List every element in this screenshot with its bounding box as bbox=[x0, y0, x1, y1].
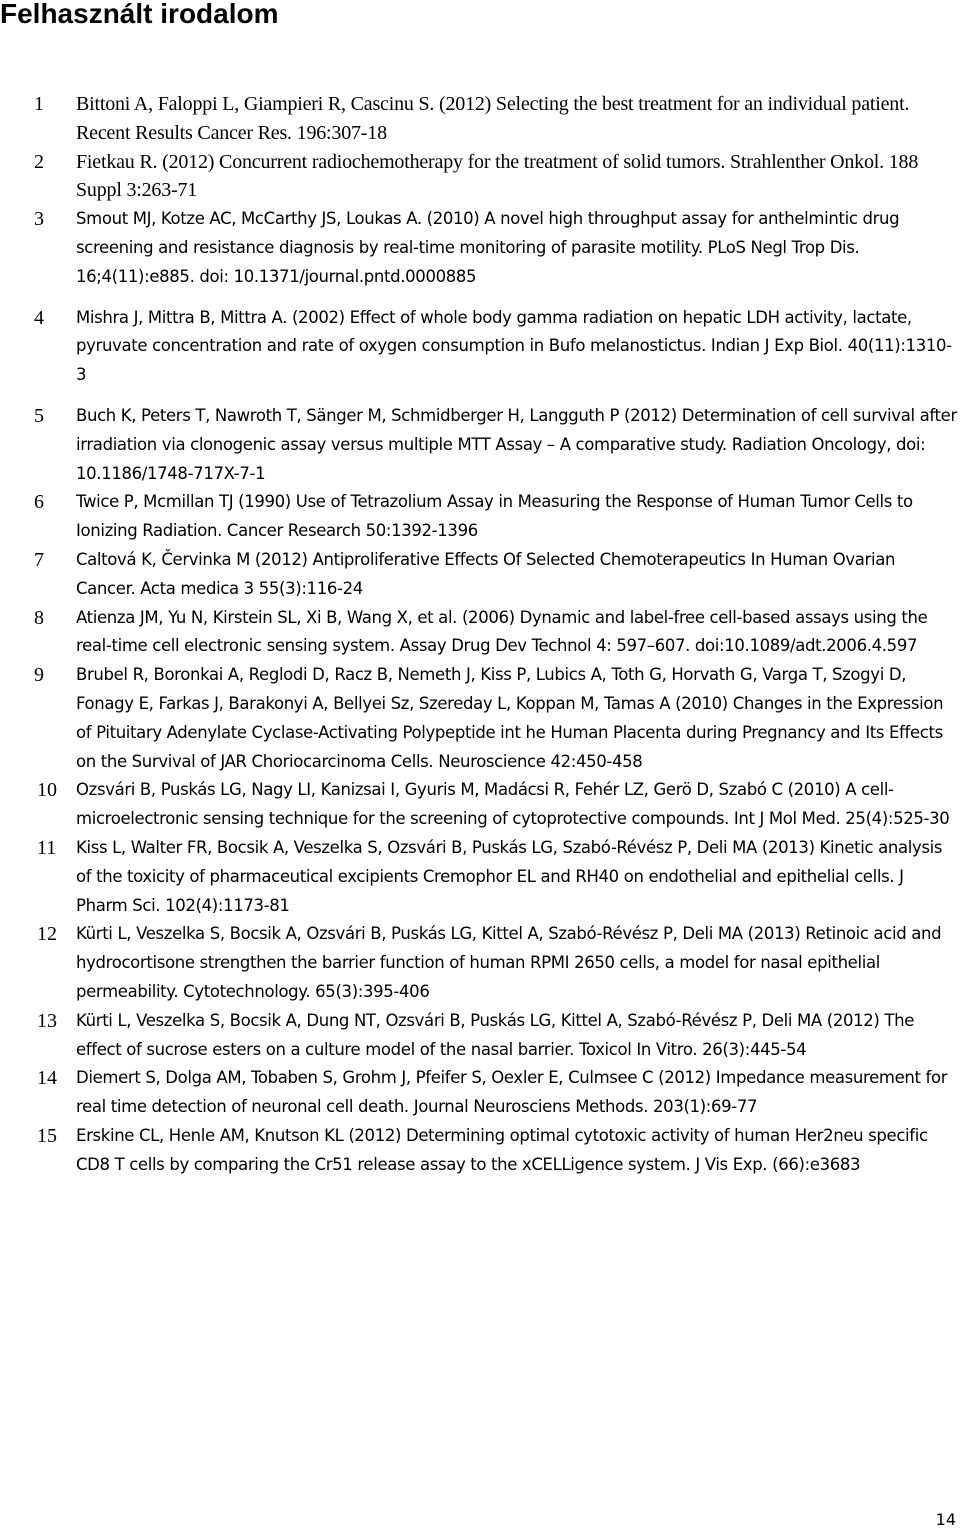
reference-number: 5 bbox=[34, 404, 44, 427]
reference-number: 3 bbox=[34, 208, 44, 231]
reference-text: Diemert S, Dolga AM, Tobaben S, Grohm J, Pfeifer S, Oexler E, Culmsee C (2012) Impedance measurement for real time detection of neuronal cell death. Journal Neurosciens Methods. 203(1):69-77 bbox=[76, 1068, 948, 1117]
reference-text: Brubel R, Boronkai A, Reglodi D, Racz B, Nemeth J, Kiss P, Lubics A, Toth G, Horvath G, Varga T, Szogyi D, Fonagy E, Farkas J, Barakonyi A, Bellyei Sz, Szereday L, Koppan M, Tamas A (2010) Changes in the Expression of Pituitary Adenylate Cyclase-Activating Polypeptide int he Human Placenta during Pregnancy and Its Effects on the Survival of JAR Choriocarcinoma Cells. Neuroscience 42:450-458 bbox=[76, 665, 944, 771]
page-number: 14 bbox=[935, 1510, 956, 1529]
reference-item bbox=[0, 90, 960, 148]
reference-number: 14 bbox=[37, 1067, 57, 1090]
reference-number: 12 bbox=[37, 923, 57, 946]
reference-text: Kürti L, Veszelka S, Bocsik A, Dung NT, Ozsvári B, Puskás LG, Kittel A, Szabó-Révész P, Deli MA (2012) The effect of sucrose esters on a culture model of the nasal barrier. Toxicol In Vitro. 26(3):445-54 bbox=[76, 1010, 915, 1059]
reference-text: Buch K, Peters T, Nawroth T, Sänger M, Schmidberger H, Langguth P (2012) Determination of cell survival after irradiation via clonogenic assay versus multiple MTT Assay – A comparative study. Radiation Oncology, doi: 10.1186/1748-717X-7-1 bbox=[76, 405, 957, 483]
reference-item bbox=[0, 1064, 960, 1122]
reference-item bbox=[0, 1007, 960, 1065]
reference-item bbox=[0, 834, 960, 920]
reference-text: Kürti L, Veszelka S, Bocsik A, Ozsvári B, Puskás LG, Kittel A, Szabó-Révész P, Deli MA (2013) Retinoic acid and hydrocortisone strengthen the barrier function of human RPMI 2650 cells, a model for nasal epithelial permeability. Cytotechnology. 65(3):395-406 bbox=[76, 924, 942, 1001]
reference-item bbox=[0, 205, 960, 291]
reference-text: Mishra J, Mittra B, Mittra A. (2002) Effect of whole body gamma radiation on hepatic LDH activity, lactate, pyruvate concentration and rate of oxygen consumption in Bufo melanostictus. Indian J Exp Biol. 40(11):1310-3 bbox=[76, 307, 952, 385]
reference-number: 6 bbox=[34, 491, 44, 514]
reference-item bbox=[0, 776, 960, 834]
reference-item bbox=[0, 1122, 960, 1180]
reference-number: 11 bbox=[37, 836, 57, 859]
reference-text: Bittoni A, Faloppi L, Giampieri R, Cascinu S. (2012) Selecting the best treatment for an individual patient. Recent Results Cancer Res. 196:307-18 bbox=[76, 93, 910, 144]
reference-text: Twice P, Mcmillan TJ (1990) Use of Tetrazolium Assay in Measuring the Response of Human Tumor Cells to Ionizing Radiation. Cancer Research 50:1392-1396 bbox=[76, 492, 913, 541]
reference-number: 13 bbox=[37, 1009, 57, 1032]
reference-number: 4 bbox=[34, 306, 44, 329]
reference-text: Fietkau R. (2012) Concurrent radiochemotherapy for the treatment of solid tumors. Strahlenther Onkol. 188 Suppl 3:263-71 bbox=[76, 150, 919, 202]
reference-text: Kiss L, Walter FR, Bocsik A, Veszelka S, Ozsvári B, Puskás LG, Szabó-Révész P, Deli MA (2013) Kinetic analysis of the toxicity of pharmaceutical excipients Cremophor EL and RH40 on endothelial and epithelial cells. J Pharm Sci. 102(4):1173-81 bbox=[76, 837, 943, 915]
reference-number: 7 bbox=[34, 548, 44, 571]
reference-number: 15 bbox=[37, 1124, 57, 1147]
reference-number: 9 bbox=[34, 664, 44, 687]
reference-item bbox=[0, 920, 960, 1006]
page-title: Felhasznált irodalom bbox=[0, 0, 279, 29]
reference-number: 2 bbox=[34, 150, 44, 173]
reference-list bbox=[0, 90, 960, 1179]
reference-number: 8 bbox=[34, 606, 44, 629]
reference-text: Caltová K, Červinka M (2012) Antiproliferative Effects Of Selected Chemoterapeutics In Human Ovarian Cancer. Acta medica 3 55(3):116-24 bbox=[76, 549, 896, 598]
reference-item bbox=[0, 304, 960, 390]
reference-text: Erskine CL, Henle AM, Knutson KL (2012) Determining optimal cytotoxic activity of human Her2neu specific CD8 T cells by comparing the Cr51 release assay to the xCELLigence system. J Vis Exp. (66):e3683 bbox=[76, 1125, 928, 1174]
reference-item bbox=[0, 402, 960, 488]
reference-item bbox=[0, 148, 960, 206]
reference-item bbox=[0, 604, 960, 662]
reference-item bbox=[0, 661, 960, 776]
reference-text: Atienza JM, Yu N, Kirstein SL, Xi B, Wang X, et al. (2006) Dynamic and label-free cell-based assays using the real-time cell electronic sensing system. Assay Drug Dev Technol 4: 597–607. doi:10.1089/adt.2006.4.597 bbox=[76, 607, 928, 656]
reference-number: 10 bbox=[37, 779, 57, 802]
reference-text: Smout MJ, Kotze AC, McCarthy JS, Loukas A. (2010) A novel high throughput assay for anthelmintic drug screening and resistance diagnosis by real-time monitoring of parasite motility. PLoS Negl Trop Dis. 16;4(11):e885. doi: 10.1371/journal.pntd.0000885 bbox=[76, 209, 900, 286]
reference-item bbox=[0, 488, 960, 546]
reference-number: 1 bbox=[34, 93, 44, 115]
reference-text: Ozsvári B, Puskás LG, Nagy LI, Kanizsai I, Gyuris M, Madácsi R, Fehér LZ, Gerö D, Szabó C (2010) A cell-microelectronic sensing technique for the screening of cytoprotective compounds. Int J Mol Med. 25(4):525-30 bbox=[76, 780, 950, 829]
reference-item bbox=[0, 546, 960, 604]
